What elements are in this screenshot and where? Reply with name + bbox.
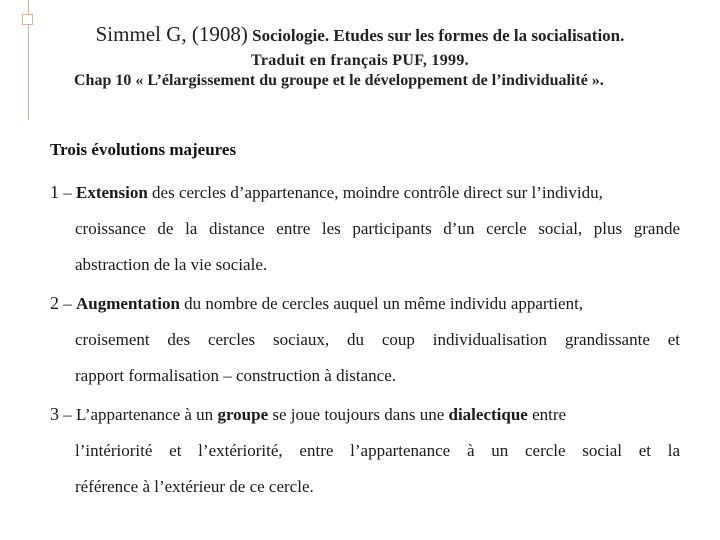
slide-body — [50, 140, 680, 505]
item-keyword: Extension — [76, 183, 148, 202]
list-item-line: croissance de la distance entre les participants d’un cercle social, plus grande — [75, 219, 680, 238]
chapter-title: Chap 10 « L’élargissement du groupe et le développement de l’individualité ». — [74, 72, 604, 89]
item-keyword: dialectique — [448, 405, 528, 424]
reference-line — [0, 22, 720, 47]
author: Simmel G, (1908) — [95, 22, 248, 46]
list-item-line: l’intériorité et l’extériorité, entre l’appartenance à un cercle social et la — [75, 441, 680, 460]
list-item-line: référence à l’extérieur de ce cercle. — [75, 477, 314, 496]
list-item — [50, 285, 680, 394]
list-item — [50, 396, 680, 505]
item-text: se joue toujours dans une — [268, 405, 449, 424]
item-dash: – — [63, 405, 72, 424]
item-number: 3 — [50, 404, 59, 424]
list-item-first-line — [50, 285, 680, 322]
list-item — [50, 174, 680, 283]
section-heading: Trois évolutions majeures — [50, 140, 237, 159]
item-text: entre — [527, 405, 567, 424]
item-dash: – — [63, 294, 72, 313]
translation-note: Traduit en français PUF, 1999. — [251, 52, 469, 69]
item-text: des cercles d’appartenance, moindre contrôle direct sur l’individu, — [147, 183, 603, 202]
item-text: du nombre de cercles auquel un même individu appartient, — [179, 294, 584, 313]
list-item-line: abstraction de la vie sociale. — [75, 255, 268, 274]
list-item-line: croisement des cercles sociaux, du coup individualisation grandissante et — [75, 330, 680, 349]
list-item-line: rapport formalisation – construction à distance. — [75, 366, 397, 385]
item-keyword: groupe — [217, 405, 269, 424]
item-dash: – — [63, 183, 72, 202]
book-title: Sociologie. Etudes sur les formes de la socialisation. — [252, 26, 625, 45]
item-number: 2 — [50, 293, 59, 313]
item-keyword: Augmentation — [76, 294, 180, 313]
list-item-first-line — [50, 396, 680, 433]
item-number: 1 — [50, 182, 59, 202]
item-text: L’appartenance à un — [76, 405, 218, 424]
list-item-first-line — [50, 174, 680, 211]
